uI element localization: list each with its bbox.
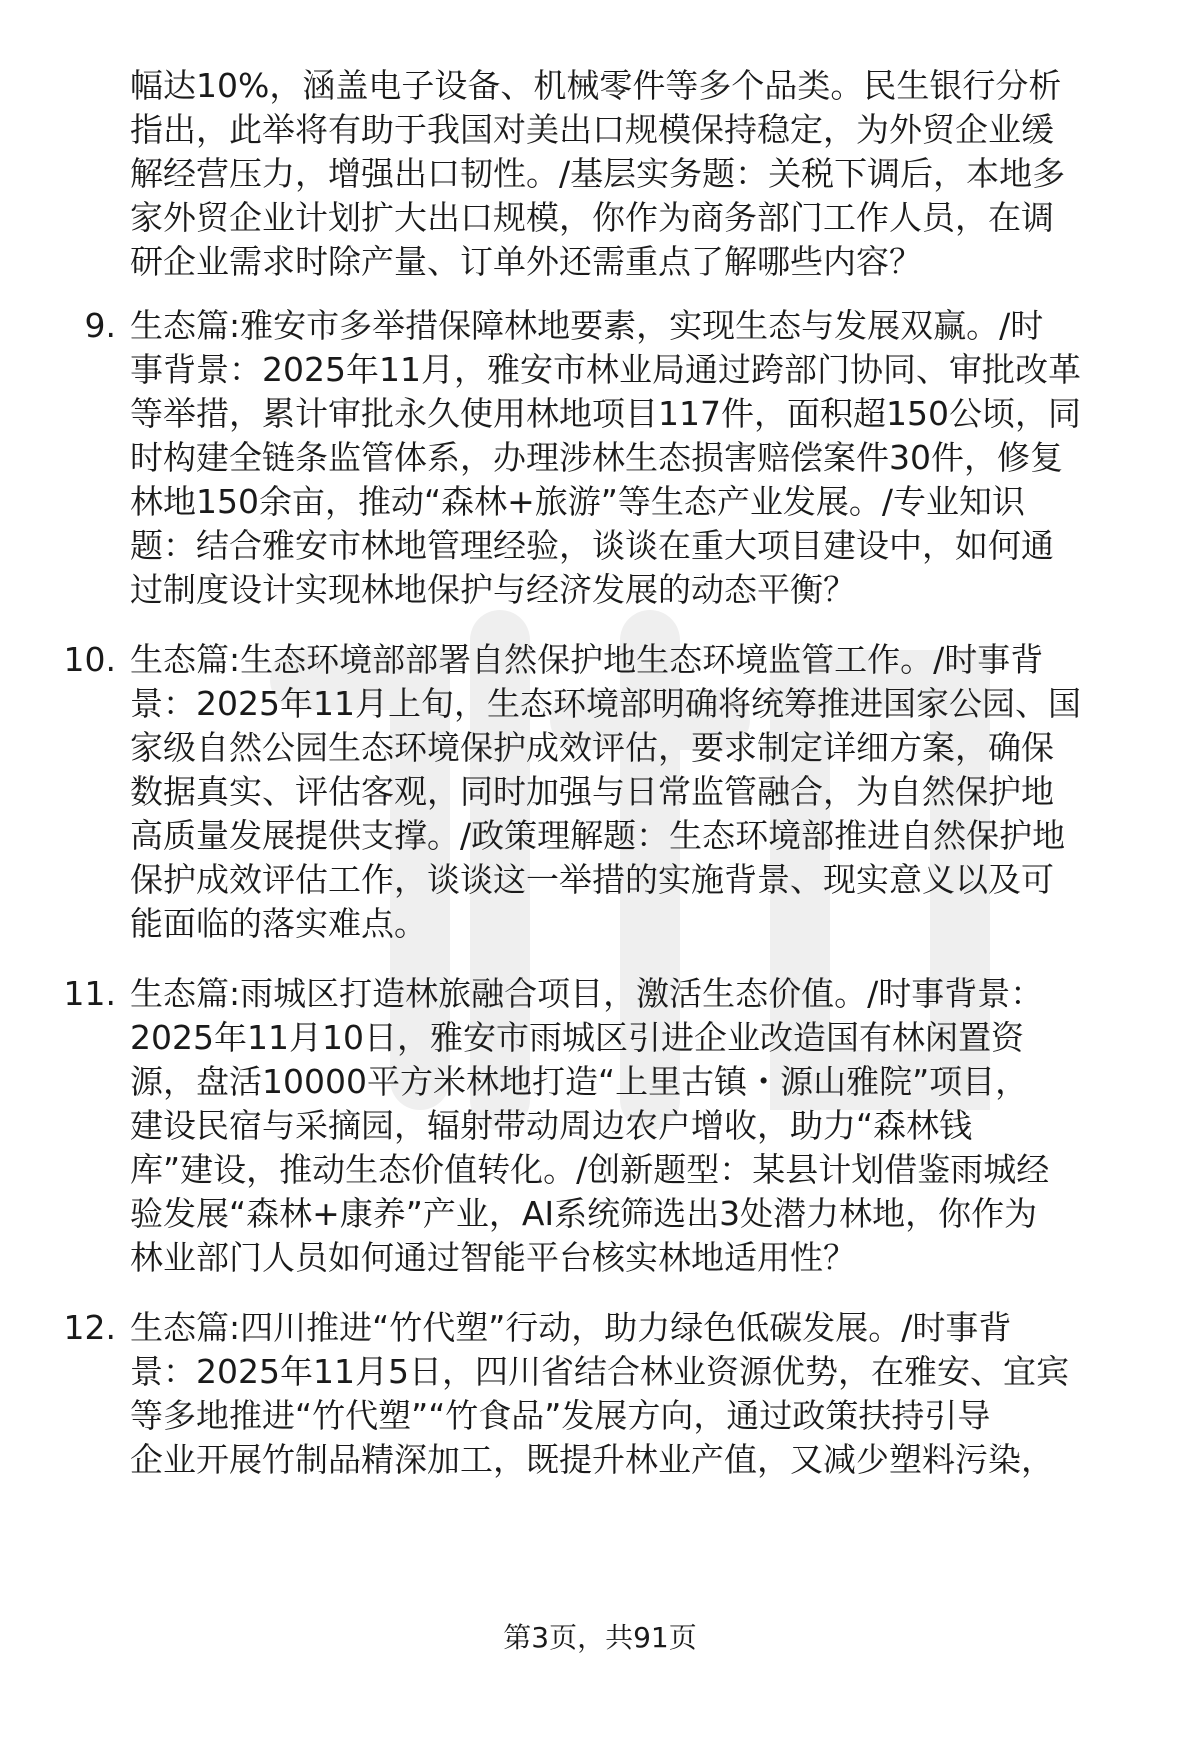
item-text: 生态篇:雨城区打造林旅融合项目，激活生态价值。/时事背景： 2025年11月10日，雅安市雨城区引进企业改造国有林闲置资 源，盘活10000平方米林地打造“上里古镇・源山雅院”项目， 建设民宿与采摘园，辐射带动周边农户增收，助力“森林钱 库”建设，推动生态价值转化。/创新题型：某县计划借鉴雨城经 验发展“森林+康养”产业，AI系统筛选出3处潜力林地，你作为 林业部门人员如何通过智能平台核实林地适用性？: [130, 974, 1050, 1277]
intro-paragraph: 幅达10%，涵盖电子设备、机械零件等多个品类。民生银行分析 指出，此举将有助于我国对美出口规模保持稳定，为外贸企业缓 解经营压力，增强出口韧性。/基层实务题：关税下调后，本地多 家外贸企业计划扩大出口规模，你作为商务部门工作人员，在调 研企业需求时除产量、订单外还需重点了解哪些内容？: [130, 66, 1066, 281]
item-text: 生态篇:雅安市多举措保障林地要素，实现生态与发展双赢。/时 事背景：2025年11月，雅安市林业局通过跨部门协同、审批改革 等举措，累计审批永久使用林地项目117件，面积超150公顷，同 时构建全链条监管体系，办理涉林生态损害赔偿案件30件，修复 林地150余亩，推动“森林+旅游”等生态产业发展。/专业知识 题：结合雅安市林地管理经验，谈谈在重大项目建设中，如何通 过制度设计实现林地保护与经济发展的动态平衡？: [130, 306, 1081, 609]
page-footer: 第3页，共91页: [503, 1621, 697, 1654]
item-number: 12.: [63, 1308, 116, 1347]
item-text: 生态篇:四川推进“竹代塑”行动，助力绿色低碳发展。/时事背 景：2025年11月5日，四川省结合林业资源优势，在雅安、宜宾 等多地推进“竹代塑”“竹食品”发展方向，通过政策扶持引导 企业开展竹制品精深加工，既提升林业产值，又减少塑料污染，: [130, 1308, 1069, 1479]
item-number: 10.: [63, 640, 116, 679]
item-number: 9.: [84, 306, 116, 345]
item-number: 11.: [63, 974, 116, 1013]
item-text: 生态篇:生态环境部部署自然保护地生态环境监管工作。/时事背 景：2025年11月上旬，生态环境部明确将统筹推进国家公园、国 家级自然公园生态环境保护成效评估，要求制定详细方案，确保 数据真实、评估客观，同时加强与日常监管融合，为自然保护地 高质量发展提供支撑。/政策理解题：生态环境部推进自然保护地 保护成效评估工作，谈谈这一举措的实施背景、现实意义以及可 能面临的落实难点。: [130, 640, 1081, 943]
